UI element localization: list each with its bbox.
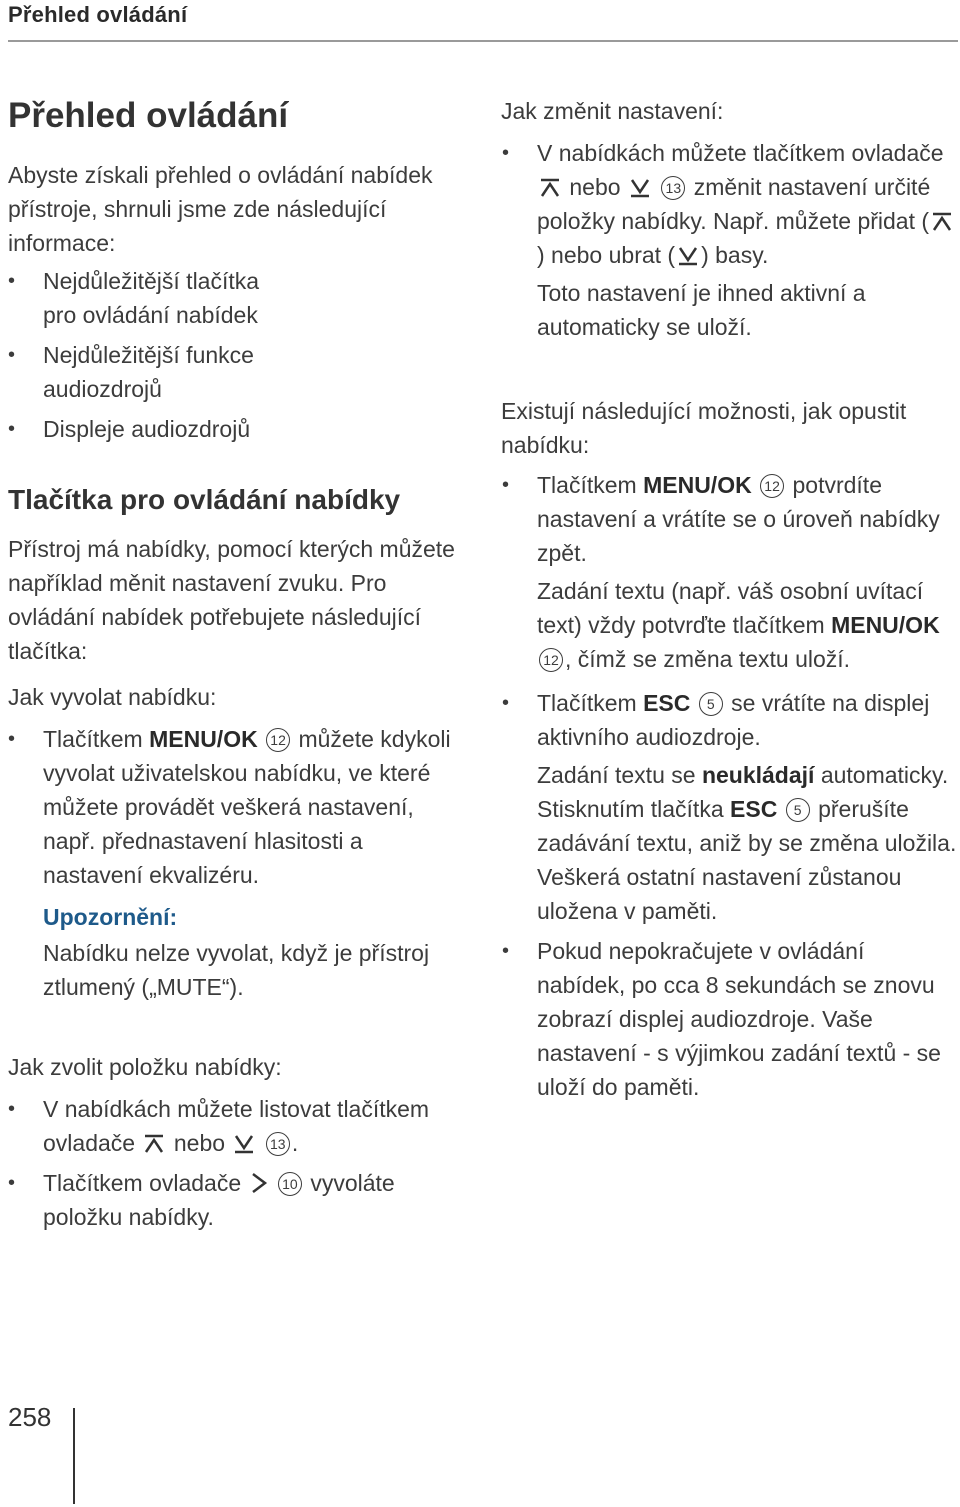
note-block xyxy=(43,900,468,1004)
page-title: Přehled ovládání xyxy=(8,96,289,135)
overview-item: • Nejdůležitější funkce audiozdrojů xyxy=(43,338,273,406)
overview-item: • Nejdůležitější tlačítka pro ovládání nabídek xyxy=(43,264,273,332)
exit-option-2: • Tlačítkem ESC 5 se vrátíte na displej aktivního audiozdroje. Zadání textu se neukládají automaticky. Stisknutím tlačítka ESC 5 přerušíte zadávání textu, aniž by se změna uložila. Veškerá ostatní nastavení zůstanou uložena v paměti. xyxy=(537,686,957,928)
menu-ok-key: MENU/OK xyxy=(149,726,258,752)
exit-option-1: • Tlačítkem MENU/OK 12 potvrdíte nastavení a vrátíte se o úroveň nabídky zpět. Zadání textu (např. váš osobní uvítací text) vždy potvrďte tlačítkem MENU/OK 12 , čímž se změna textu uloží. xyxy=(537,468,957,676)
select-item-2: • Tlačítkem ovladače 10 vyvoláte položku nabídky. xyxy=(43,1166,468,1234)
rocker-down-icon xyxy=(629,178,651,198)
overview-item: • Displeje audiozdrojů xyxy=(43,412,363,446)
bullet-icon: • xyxy=(502,142,510,164)
running-header: Přehled ovládání xyxy=(8,2,188,27)
rocker-down-icon xyxy=(677,246,699,266)
rocker-up-icon xyxy=(143,1134,165,1154)
number-badge: 12 xyxy=(539,648,563,672)
page-number: 258 xyxy=(8,1402,52,1432)
call-menu-item: • Tlačítkem MENU/OK 12 můžete kdykoli vyvolat uživatelskou nabídku, ve které můžete provádět veškerá nastavení, např. přednastavení hlasitosti a nastavení ekvalizéru. xyxy=(43,722,468,892)
rocker-up-icon xyxy=(539,178,561,198)
footer-rule xyxy=(73,1408,75,1504)
number-badge: 13 xyxy=(661,176,685,200)
esc-key: ESC xyxy=(643,690,691,716)
number-badge: 5 xyxy=(699,692,723,716)
menu-ok-key: MENU/OK xyxy=(831,612,940,638)
number-badge: 12 xyxy=(266,728,290,752)
exit-option-2-note: Zadání textu se neukládají automaticky. Stisknutím tlačítka ESC 5 přerušíte zadávání textu, aniž by se změna uložila. Veškerá ostatní nastavení zůstanou uložena v paměti. xyxy=(537,762,957,924)
bullet-icon: • xyxy=(502,940,510,962)
exit-option-3: • Pokud nepokračujete v ovládání nabídek, po cca 8 sekundách se znovu zobrazí displej audiozdroje. Vaše nastavení - s výjimkou zadání textů - se uloží do paměti. xyxy=(537,934,952,1104)
change-setting-note: Toto nastavení je ihned aktivní a automaticky se uloží. xyxy=(537,280,866,340)
header-rule xyxy=(8,40,958,42)
note-text: Nabídku nelze vyvolat, když je přístroj ztlumený („MUTE“). xyxy=(43,940,430,1000)
bullet-icon: • xyxy=(8,1172,16,1194)
not-saved-emphasis: neukládají xyxy=(701,762,815,788)
select-item-heading: Jak zvolit položku nabídky: xyxy=(8,1054,282,1080)
bullet-icon: • xyxy=(502,692,510,714)
bullet-icon: • xyxy=(8,344,16,366)
section-title: Tlačítka pro ovládání nabídky xyxy=(8,484,401,515)
bullet-icon: • xyxy=(8,1098,16,1120)
bullet-icon: • xyxy=(502,474,510,496)
rocker-down-icon xyxy=(233,1134,255,1154)
change-setting-item: • V nabídkách můžete tlačítkem ovladače nebo 13 změnit nastavení určité položky nabídky. Např. můžete přidat ( ) nebo ubrat ( ) basy. Toto nastavení je ihned aktivní a automaticky se uloží. xyxy=(537,136,957,344)
bullet-icon: • xyxy=(8,270,16,292)
menu-ok-key: MENU/OK xyxy=(643,472,752,498)
number-badge: 12 xyxy=(760,474,784,498)
number-badge: 10 xyxy=(278,1172,302,1196)
rocker-right-icon xyxy=(250,1172,268,1194)
rocker-up-icon xyxy=(931,212,953,232)
esc-key: ESC xyxy=(730,796,778,822)
number-badge: 13 xyxy=(266,1132,290,1156)
change-setting-heading: Jak změnit nastavení: xyxy=(501,98,724,124)
note-title: Upozornění: xyxy=(43,904,178,930)
exit-menu-heading: Existují následující možnosti, jak opustit nabídku: xyxy=(501,398,907,458)
intro-paragraph: Abyste získali přehled o ovládání nabídek přístroje, shrnuli jsme zde následující informace: xyxy=(8,162,433,256)
number-badge: 5 xyxy=(786,798,810,822)
exit-option-1-note: Zadání textu (např. váš osobní uvítací text) vždy potvrďte tlačítkem MENU/OK 12 , čímž se změna textu uloží. xyxy=(537,578,940,672)
select-item-1: • V nabídkách můžete listovat tlačítkem ovladače nebo 13 . xyxy=(43,1092,463,1160)
section-paragraph: Přístroj má nabídky, pomocí kterých můžete například měnit nastavení zvuku. Pro ovládání nabídek potřebujete následující tlačítka: xyxy=(8,536,455,664)
bullet-icon: • xyxy=(8,418,16,440)
call-menu-heading: Jak vyvolat nabídku: xyxy=(8,684,217,710)
bullet-icon: • xyxy=(8,728,16,750)
